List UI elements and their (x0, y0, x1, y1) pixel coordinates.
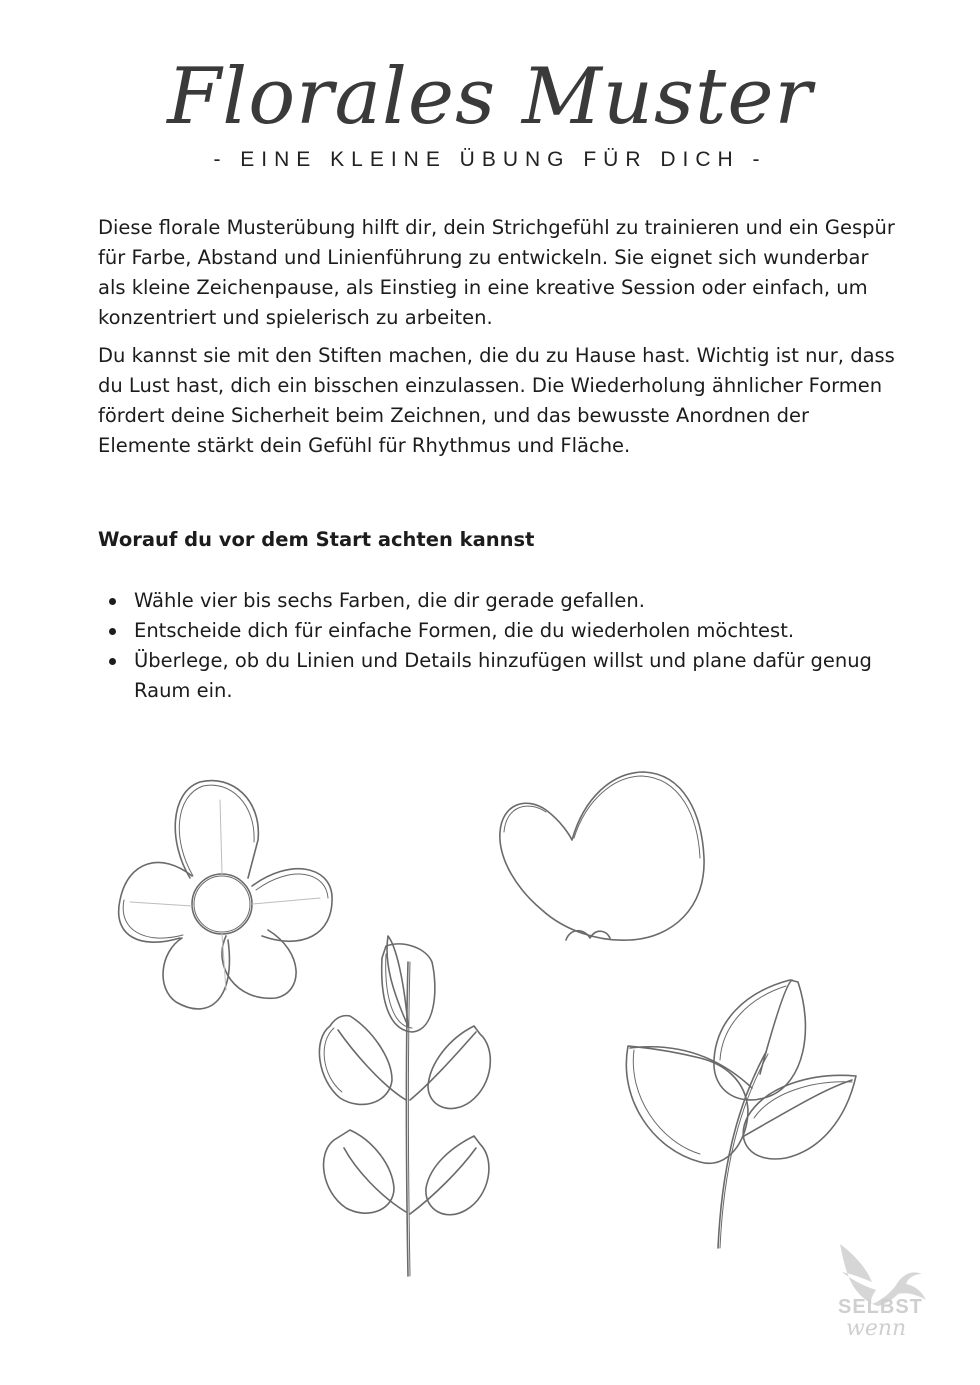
leafy-branch-sketch (626, 980, 856, 1248)
intro-paragraph: Diese florale Musterübung hilft dir, dein Strichgefühl zu trainieren und ein Gespür für Farbe, Abstand und Linienführung zu entwickeln. Sie eignet sich wunderbar als kleine Zeichenpause, als Einstieg in eine kreative Session oder einfach, um konzentriert und spielerisch zu arbeiten. (98, 216, 895, 329)
four-petal-flower-sketch (119, 781, 332, 1009)
second-paragraph: Du kannst sie mit den Stiften machen, die du zu Hause hast. Wichtig ist nur, dass du Lust hast, dich ein bisschen einzulassen. Die Wiederholung ähnlicher Formen fördert deine Sicherheit beim Zeichnen, und das bewusste Anordnen der Elemente stärkt dein Gefühl für Rhythmus und Fläche. (98, 344, 895, 457)
section-heading: Worauf du vor dem Start achten kannst (98, 528, 535, 551)
list-item: Überlege, ob du Linien und Details hinzufügen willst und plane dafür genug Raum ein. (98, 646, 898, 706)
tulip-bloom-sketch (500, 772, 704, 940)
tips-list (98, 586, 898, 706)
logo-text-wenn: wenn (846, 1316, 907, 1341)
page-subtitle: - EINE KLEINE ÜBUNG FÜR DICH - (213, 148, 767, 171)
list-item: Entscheide dich für einfache Formen, die du wiederholen möchtest. (98, 616, 898, 646)
logo-text-selbst: SELBST (838, 1296, 923, 1318)
list-item: Wähle vier bis sechs Farben, die dir gerade gefallen. (98, 586, 898, 616)
floral-sketch-illustration (0, 740, 980, 1300)
round-leaf-sprig-sketch (319, 936, 490, 1276)
page-title: Florales Muster (167, 52, 813, 142)
